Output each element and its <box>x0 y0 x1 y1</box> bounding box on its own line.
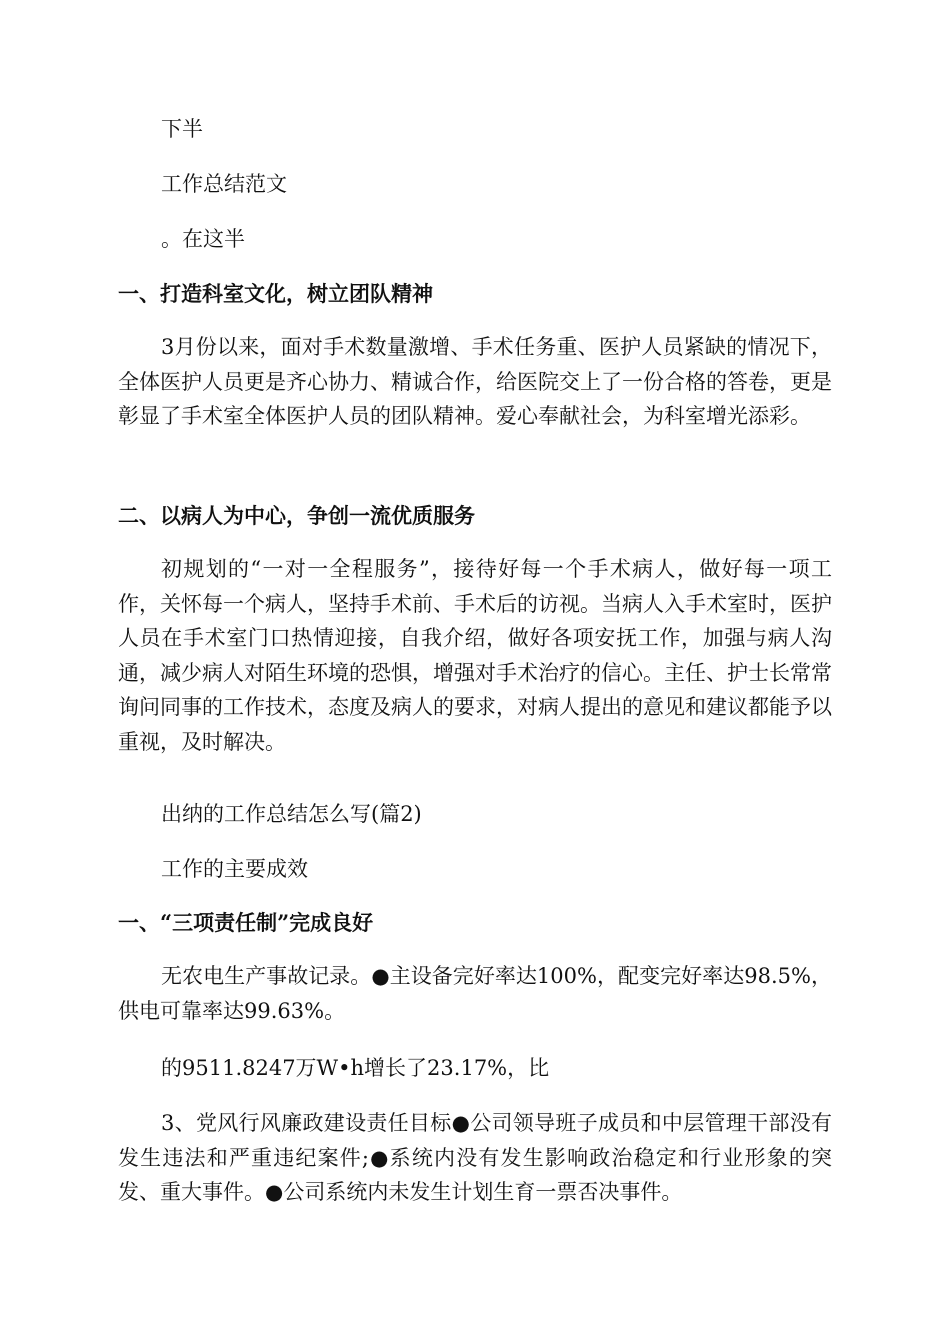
achievements-title: 工作的主要成效 <box>161 857 308 881</box>
section-2-body: 初规划的“一对一全程服务”，接待好每一个手术病人，做好每一项工作，关怀每一个病人，坚持手术前、手术后的访视。当病人入手术室时，医护人员在手术室门口热情迎接，自我介绍，做好各项安抚工作，加强与病人沟通，减少病人对陌生环境的恐惧，增强对手术治疗的信心。主任、护士长常常询问同事的工作技术，态度及病人的要求，对病人提出的意见和建议都能予以重视，及时解决。 <box>118 557 832 754</box>
section-1-body: 3月份以来，面对手术数量激增、手术任务重、医护人员紧缺的情况下，全体医护人员更是齐心协力、精诚合作，给医院交上了一份合格的答卷，更是彰显了手术室全体医护人员的团队精神。爱心奉献社会，为科室增光添彩。 <box>118 335 832 428</box>
section-3-body-3: 3、党风行风廉政建设责任目标●公司领导班子成员和中层管理干部没有发生违法和严重违纪案件;●系统内没有发生影响政治稳定和行业形象的突发、重大事件。●公司系统内未发生计划生育一票否决事件。 <box>118 1111 832 1204</box>
section-1-heading: 一、打造科室文化，树立团队精神 <box>118 281 433 306</box>
section-3-heading: 一、“三项责任制”完成良好 <box>118 910 374 935</box>
subtitle-cashier-summary: 出纳的工作总结怎么写(篇2) <box>161 802 422 826</box>
section-3-body-2: 的9511.8247万W•h增长了23.17%，比 <box>161 1056 550 1080</box>
section-2-heading: 二、以病人为中心，争创一流优质服务 <box>118 503 475 528</box>
line-summary-sample: 工作总结范文 <box>161 172 287 196</box>
line-xiaban: 下半 <box>161 117 203 141</box>
line-zai-zhe-ban: 。在这半 <box>161 227 245 251</box>
section-3-body-1: 无农电生产事故记录。●主设备完好率达100%，配变完好率达98.5%，供电可靠率达99.63%。 <box>118 964 832 1023</box>
